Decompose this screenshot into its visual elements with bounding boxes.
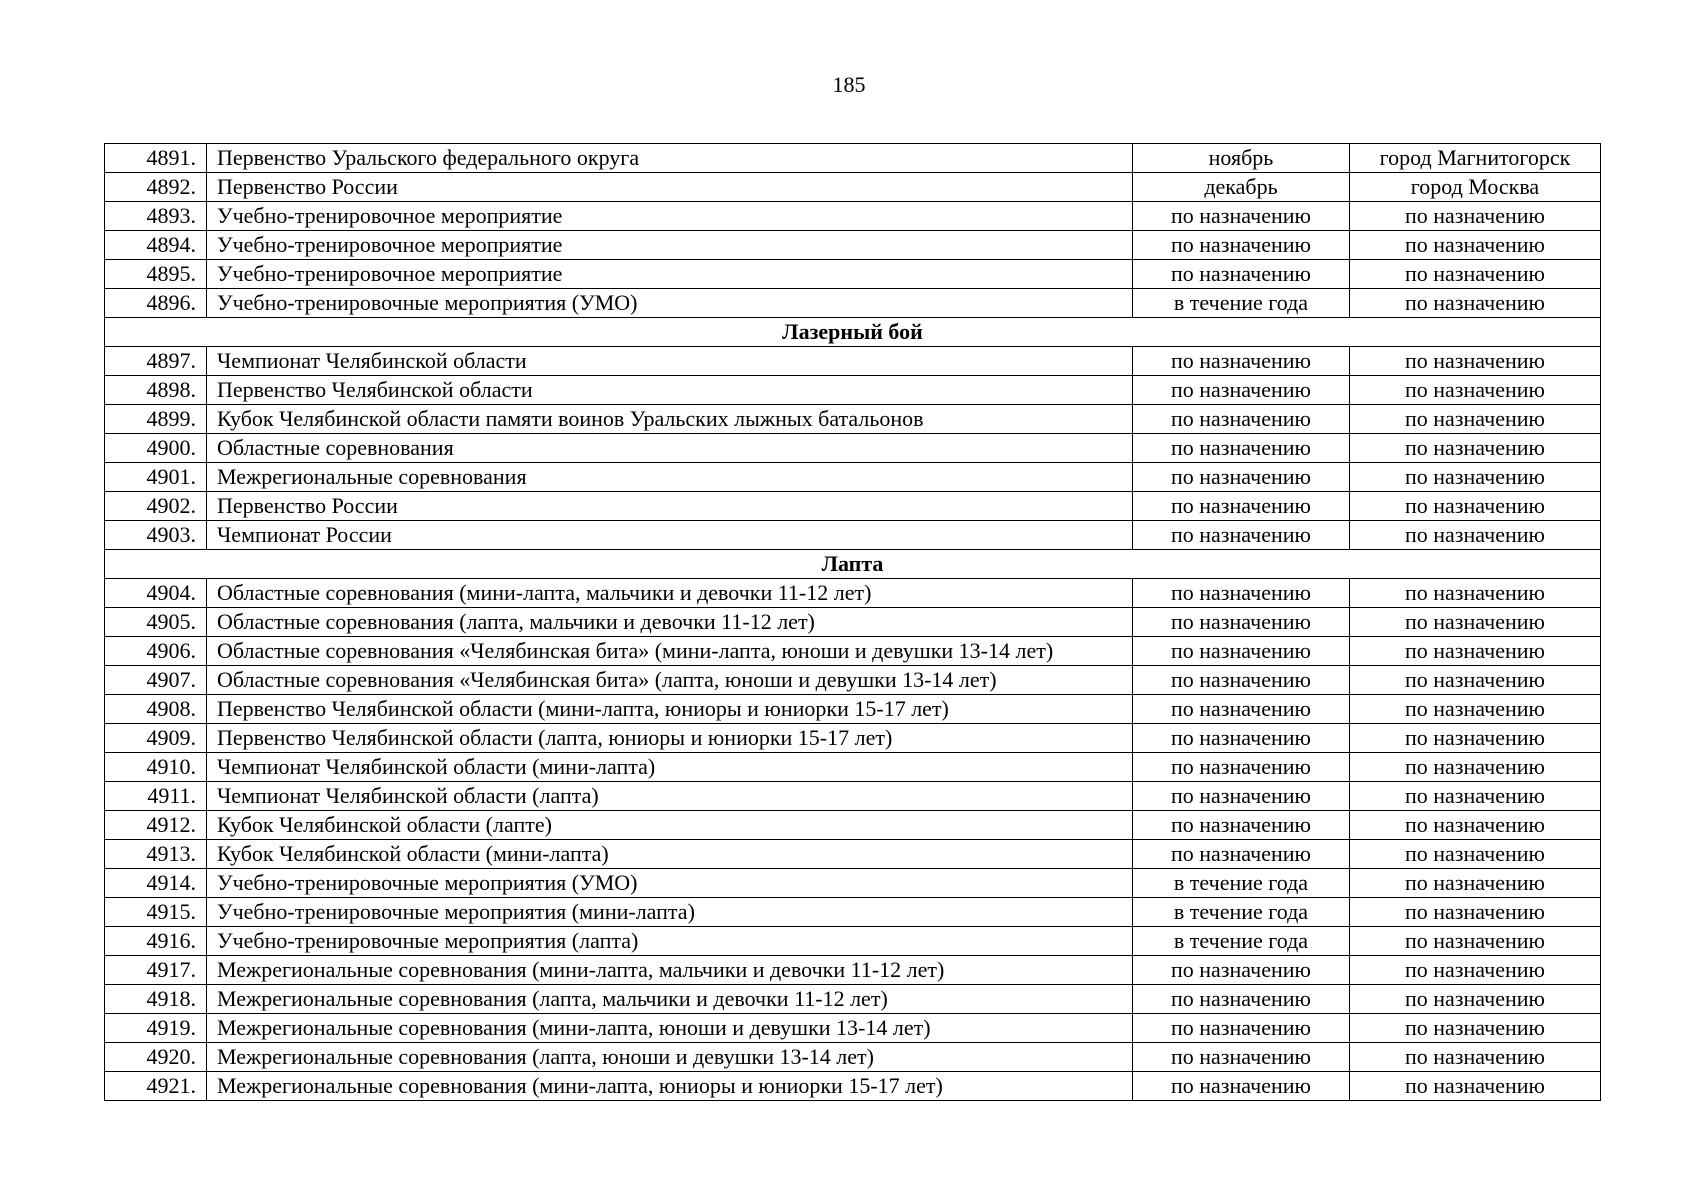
- row-number-cell: 4902.: [105, 492, 207, 521]
- row-number-cell: 4921.: [105, 1072, 207, 1101]
- event-place-cell: по назначению: [1350, 985, 1601, 1014]
- event-place-cell: по назначению: [1350, 869, 1601, 898]
- event-place-cell: по назначению: [1350, 405, 1601, 434]
- table-row: [105, 521, 1601, 550]
- row-number-cell: 4892.: [105, 173, 207, 202]
- table-row: [105, 869, 1601, 898]
- table-row: [105, 753, 1601, 782]
- event-date-cell: по назначению: [1133, 695, 1350, 724]
- event-name-cell: Межрегиональные соревнования (мини-лапта, юниоры и юниорки 15-17 лет): [207, 1072, 1133, 1101]
- event-name-cell: Учебно-тренировочные мероприятия (УМО): [207, 869, 1133, 898]
- event-date-cell: по назначению: [1133, 637, 1350, 666]
- event-name-cell: Межрегиональные соревнования (лапта, юноши и девушки 13-14 лет): [207, 1043, 1133, 1072]
- event-place-cell: по назначению: [1350, 695, 1601, 724]
- event-date-cell: по назначению: [1133, 260, 1350, 289]
- table-row: [105, 202, 1601, 231]
- event-place-cell: город Магнитогорск: [1350, 144, 1601, 173]
- table-row: [105, 695, 1601, 724]
- event-name-cell: Областные соревнования «Челябинская бита» (мини-лапта, юноши и девушки 13-14 лет): [207, 637, 1133, 666]
- event-place-cell: по назначению: [1350, 666, 1601, 695]
- event-name-cell: Областные соревнования (мини-лапта, мальчики и девочки 11-12 лет): [207, 579, 1133, 608]
- events-table: [104, 143, 1601, 1101]
- table-row: [105, 492, 1601, 521]
- event-name-cell: Областные соревнования: [207, 434, 1133, 463]
- event-place-cell: по назначению: [1350, 811, 1601, 840]
- row-number-cell: 4900.: [105, 434, 207, 463]
- events-table-body: [105, 144, 1601, 1101]
- section-title: Лапта: [105, 550, 1601, 579]
- event-date-cell: по назначению: [1133, 463, 1350, 492]
- table-row: [105, 260, 1601, 289]
- row-number-cell: 4901.: [105, 463, 207, 492]
- event-place-cell: по назначению: [1350, 202, 1601, 231]
- table-row: [105, 724, 1601, 753]
- event-date-cell: по назначению: [1133, 956, 1350, 985]
- event-date-cell: по назначению: [1133, 840, 1350, 869]
- event-name-cell: Кубок Челябинской области памяти воинов Уральских лыжных батальонов: [207, 405, 1133, 434]
- event-date-cell: по назначению: [1133, 666, 1350, 695]
- table-row: [105, 347, 1601, 376]
- row-number-cell: 4916.: [105, 927, 207, 956]
- event-name-cell: Первенство России: [207, 173, 1133, 202]
- row-number-cell: 4907.: [105, 666, 207, 695]
- row-number-cell: 4912.: [105, 811, 207, 840]
- row-number-cell: 4909.: [105, 724, 207, 753]
- table-row: [105, 144, 1601, 173]
- event-name-cell: Областные соревнования «Челябинская бита» (лапта, юноши и девушки 13-14 лет): [207, 666, 1133, 695]
- row-number-cell: 4903.: [105, 521, 207, 550]
- event-date-cell: по назначению: [1133, 434, 1350, 463]
- page-number: 185: [832, 72, 866, 97]
- event-date-cell: в течение года: [1133, 927, 1350, 956]
- event-place-cell: по назначению: [1350, 753, 1601, 782]
- row-number-cell: 4908.: [105, 695, 207, 724]
- table-row: [105, 405, 1601, 434]
- row-number-cell: 4905.: [105, 608, 207, 637]
- event-place-cell: по назначению: [1350, 260, 1601, 289]
- row-number-cell: 4895.: [105, 260, 207, 289]
- event-date-cell: по назначению: [1133, 376, 1350, 405]
- event-name-cell: Кубок Челябинской области (мини-лапта): [207, 840, 1133, 869]
- table-row: [105, 898, 1601, 927]
- event-name-cell: Межрегиональные соревнования: [207, 463, 1133, 492]
- event-name-cell: Учебно-тренировочное мероприятие: [207, 260, 1133, 289]
- row-number-cell: 4906.: [105, 637, 207, 666]
- event-name-cell: Первенство Челябинской области (мини-лапта, юниоры и юниорки 15-17 лет): [207, 695, 1133, 724]
- event-place-cell: по назначению: [1350, 347, 1601, 376]
- event-place-cell: по назначению: [1350, 579, 1601, 608]
- event-name-cell: Учебно-тренировочные мероприятия (лапта): [207, 927, 1133, 956]
- event-name-cell: Первенство Челябинской области (лапта, юниоры и юниорки 15-17 лет): [207, 724, 1133, 753]
- table-row: [105, 637, 1601, 666]
- event-date-cell: по назначению: [1133, 1043, 1350, 1072]
- row-number-cell: 4914.: [105, 869, 207, 898]
- event-date-cell: декабрь: [1133, 173, 1350, 202]
- event-date-cell: по назначению: [1133, 492, 1350, 521]
- row-number-cell: 4898.: [105, 376, 207, 405]
- section-header-row: [105, 550, 1601, 579]
- row-number-cell: 4891.: [105, 144, 207, 173]
- row-number-cell: 4913.: [105, 840, 207, 869]
- event-place-cell: по назначению: [1350, 289, 1601, 318]
- table-row: [105, 231, 1601, 260]
- table-row: [105, 608, 1601, 637]
- event-date-cell: по назначению: [1133, 231, 1350, 260]
- event-name-cell: Чемпионат Челябинской области (лапта): [207, 782, 1133, 811]
- row-number-cell: 4899.: [105, 405, 207, 434]
- table-row: [105, 1014, 1601, 1043]
- event-place-cell: по назначению: [1350, 376, 1601, 405]
- table-row: [105, 1043, 1601, 1072]
- row-number-cell: 4896.: [105, 289, 207, 318]
- event-place-cell: по назначению: [1350, 434, 1601, 463]
- event-place-cell: по назначению: [1350, 231, 1601, 260]
- event-name-cell: Учебно-тренировочные мероприятия (мини-лапта): [207, 898, 1133, 927]
- table-row: [105, 927, 1601, 956]
- event-place-cell: по назначению: [1350, 840, 1601, 869]
- table-row: [105, 840, 1601, 869]
- table-row: [105, 666, 1601, 695]
- event-date-cell: по назначению: [1133, 985, 1350, 1014]
- event-place-cell: по назначению: [1350, 608, 1601, 637]
- row-number-cell: 4894.: [105, 231, 207, 260]
- event-place-cell: по назначению: [1350, 1072, 1601, 1101]
- event-name-cell: Чемпионат Челябинской области: [207, 347, 1133, 376]
- event-name-cell: Межрегиональные соревнования (мини-лапта, мальчики и девочки 11-12 лет): [207, 956, 1133, 985]
- table-row: [105, 434, 1601, 463]
- event-place-cell: по назначению: [1350, 927, 1601, 956]
- event-date-cell: по назначению: [1133, 405, 1350, 434]
- row-number-cell: 4910.: [105, 753, 207, 782]
- section-header-row: [105, 318, 1601, 347]
- event-date-cell: по назначению: [1133, 608, 1350, 637]
- event-place-cell: по назначению: [1350, 782, 1601, 811]
- table-row: [105, 1072, 1601, 1101]
- event-place-cell: по назначению: [1350, 521, 1601, 550]
- event-place-cell: по назначению: [1350, 637, 1601, 666]
- event-date-cell: по назначению: [1133, 1072, 1350, 1101]
- event-name-cell: Чемпионат Челябинской области (мини-лапта): [207, 753, 1133, 782]
- table-row: [105, 376, 1601, 405]
- event-name-cell: Межрегиональные соревнования (мини-лапта, юноши и девушки 13-14 лет): [207, 1014, 1133, 1043]
- table-row: [105, 579, 1601, 608]
- table-row: [105, 985, 1601, 1014]
- event-place-cell: по назначению: [1350, 956, 1601, 985]
- event-name-cell: Учебно-тренировочное мероприятие: [207, 202, 1133, 231]
- event-date-cell: по назначению: [1133, 1014, 1350, 1043]
- row-number-cell: 4918.: [105, 985, 207, 1014]
- row-number-cell: 4893.: [105, 202, 207, 231]
- event-name-cell: Первенство Челябинской области: [207, 376, 1133, 405]
- event-date-cell: в течение года: [1133, 869, 1350, 898]
- table-row: [105, 463, 1601, 492]
- row-number-cell: 4915.: [105, 898, 207, 927]
- event-date-cell: в течение года: [1133, 289, 1350, 318]
- event-name-cell: Учебно-тренировочные мероприятия (УМО): [207, 289, 1133, 318]
- table-row: [105, 173, 1601, 202]
- event-name-cell: Первенство Уральского федерального округа: [207, 144, 1133, 173]
- row-number-cell: 4911.: [105, 782, 207, 811]
- row-number-cell: 4897.: [105, 347, 207, 376]
- table-row: [105, 782, 1601, 811]
- table-row: [105, 289, 1601, 318]
- event-place-cell: по назначению: [1350, 724, 1601, 753]
- event-place-cell: по назначению: [1350, 463, 1601, 492]
- event-date-cell: по назначению: [1133, 811, 1350, 840]
- event-date-cell: по назначению: [1133, 579, 1350, 608]
- row-number-cell: 4920.: [105, 1043, 207, 1072]
- event-place-cell: по назначению: [1350, 492, 1601, 521]
- event-place-cell: по назначению: [1350, 898, 1601, 927]
- event-place-cell: по назначению: [1350, 1014, 1601, 1043]
- table-row: [105, 811, 1601, 840]
- event-date-cell: по назначению: [1133, 753, 1350, 782]
- event-place-cell: по назначению: [1350, 1043, 1601, 1072]
- event-date-cell: ноябрь: [1133, 144, 1350, 173]
- event-name-cell: Чемпионат России: [207, 521, 1133, 550]
- event-date-cell: по назначению: [1133, 347, 1350, 376]
- row-number-cell: 4904.: [105, 579, 207, 608]
- event-name-cell: Кубок Челябинской области (лапте): [207, 811, 1133, 840]
- section-title: Лазерный бой: [105, 318, 1601, 347]
- event-name-cell: Учебно-тренировочное мероприятие: [207, 231, 1133, 260]
- event-date-cell: по назначению: [1133, 782, 1350, 811]
- event-name-cell: Первенство России: [207, 492, 1133, 521]
- event-date-cell: по назначению: [1133, 724, 1350, 753]
- event-date-cell: по назначению: [1133, 521, 1350, 550]
- table-row: [105, 956, 1601, 985]
- event-name-cell: Межрегиональные соревнования (лапта, мальчики и девочки 11-12 лет): [207, 985, 1133, 1014]
- row-number-cell: 4919.: [105, 1014, 207, 1043]
- event-date-cell: в течение года: [1133, 898, 1350, 927]
- event-name-cell: Областные соревнования (лапта, мальчики и девочки 11-12 лет): [207, 608, 1133, 637]
- event-place-cell: город Москва: [1350, 173, 1601, 202]
- row-number-cell: 4917.: [105, 956, 207, 985]
- event-date-cell: по назначению: [1133, 202, 1350, 231]
